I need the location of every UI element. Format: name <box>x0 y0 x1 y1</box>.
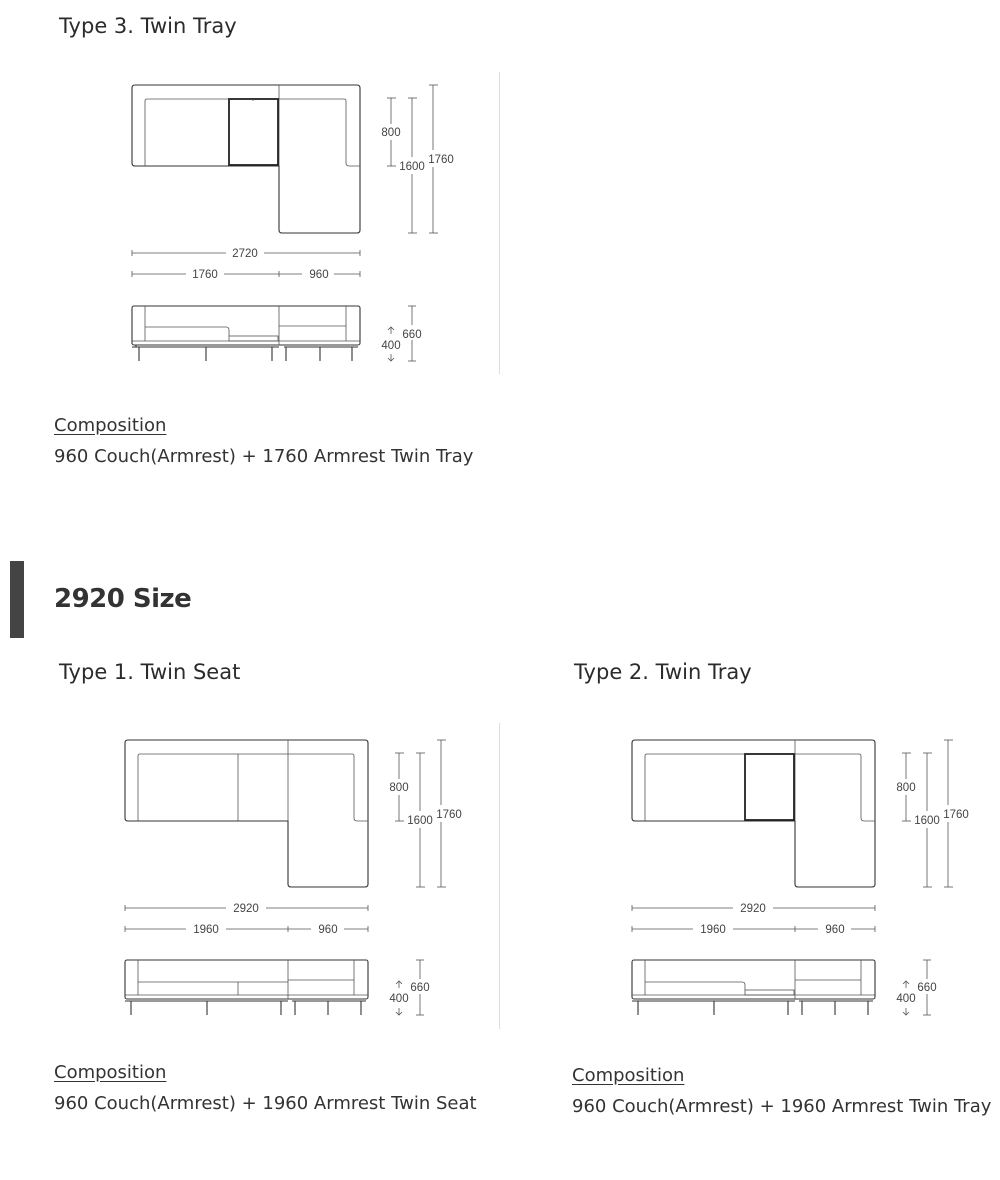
type3-front-view <box>132 306 360 361</box>
type1-dim-1760: 1760 <box>436 809 462 821</box>
type1-dim-400: 400 <box>389 993 409 1005</box>
type1-dim-2920: 2920 <box>233 903 259 915</box>
type2-dim-1960: 1960 <box>700 924 726 936</box>
type3-dim-400: 400 <box>381 340 401 352</box>
type2-dim-2920: 2920 <box>740 903 766 915</box>
type2-top-view <box>632 740 875 887</box>
type1-diagram <box>0 720 500 1030</box>
top-divider <box>499 72 500 374</box>
type1-front-view <box>125 960 368 1015</box>
type3-dim-2720: 2720 <box>232 248 258 260</box>
section-marker-bar <box>10 561 24 638</box>
type3-dim-1760-depth: 1760 <box>428 154 454 166</box>
type2-composition-text: 960 Couch(Armrest) + 1960 Armrest Twin Tray <box>572 1096 992 1117</box>
type3-top-view <box>132 85 360 233</box>
type3-diagram <box>0 60 500 380</box>
type3-dim-660: 660 <box>402 329 422 341</box>
type3-composition-text: 960 Couch(Armrest) + 1760 Armrest Twin Tray <box>54 446 474 467</box>
type2-dim-1760: 1760 <box>943 809 969 821</box>
type2-dim-960: 960 <box>825 924 845 936</box>
type2-title: Type 2. Twin Tray <box>574 660 752 684</box>
type2-diagram <box>500 720 1000 1030</box>
type1-composition-text: 960 Couch(Armrest) + 1960 Armrest Twin Seat <box>54 1093 477 1114</box>
section-2920-heading: 2920 Size <box>54 584 192 614</box>
type1-dim-1960: 1960 <box>193 924 219 936</box>
type2-composition-label: Composition <box>572 1065 685 1086</box>
type2-front-view <box>632 960 875 1015</box>
type1-top-view <box>125 740 368 887</box>
type1-dim-960: 960 <box>318 924 338 936</box>
type2-dim-660: 660 <box>917 982 937 994</box>
type3-composition-label: Composition <box>54 415 167 436</box>
type3-title: Type 3. Twin Tray <box>59 14 237 38</box>
type1-dim-660: 660 <box>410 982 430 994</box>
type2-dim-400: 400 <box>896 993 916 1005</box>
type3-dim-960: 960 <box>309 269 329 281</box>
type2-dim-800: 800 <box>896 782 916 794</box>
type2-dim-1600: 1600 <box>914 815 940 827</box>
type1-title: Type 1. Twin Seat <box>59 660 241 684</box>
type1-dim-800: 800 <box>389 782 409 794</box>
type3-dim-1760-width: 1760 <box>192 269 218 281</box>
type1-dim-1600: 1600 <box>407 815 433 827</box>
type3-dim-1600: 1600 <box>399 161 425 173</box>
type3-dim-800: 800 <box>381 127 401 139</box>
type1-composition-label: Composition <box>54 1062 167 1083</box>
